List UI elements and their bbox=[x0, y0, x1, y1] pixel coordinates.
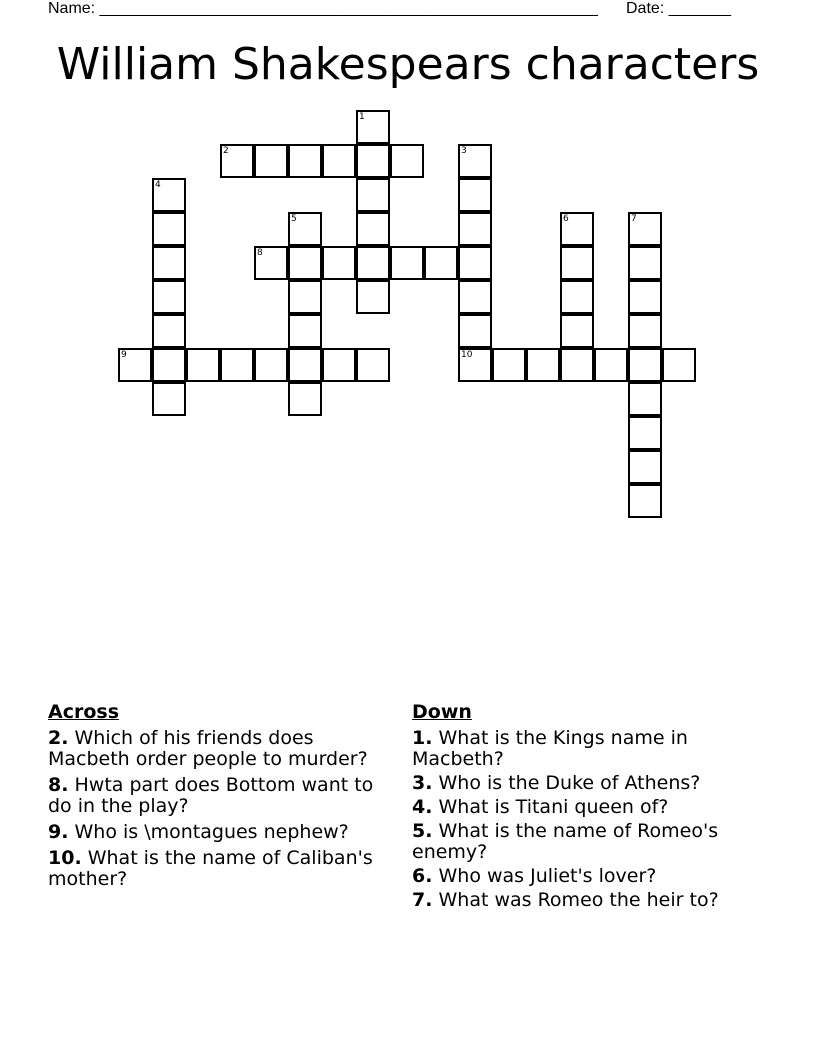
crossword-cell[interactable] bbox=[458, 314, 492, 348]
crossword-cell[interactable] bbox=[322, 144, 356, 178]
crossword-cell[interactable] bbox=[356, 348, 390, 382]
crossword-cell[interactable] bbox=[628, 212, 662, 246]
clue-text: What is the Kings name in Macbeth? bbox=[412, 727, 688, 770]
clue-number: 10. bbox=[48, 847, 82, 869]
clue-text: Hwta part does Bottom want to do in the play? bbox=[48, 774, 374, 817]
clue-item bbox=[48, 775, 398, 817]
down-clues bbox=[412, 702, 762, 914]
crossword-cell[interactable] bbox=[560, 314, 594, 348]
crossword-cell[interactable] bbox=[322, 246, 356, 280]
crossword-cell[interactable] bbox=[152, 178, 186, 212]
clue-number-label: 1 bbox=[359, 112, 365, 122]
across-clues bbox=[48, 702, 398, 895]
crossword-cell[interactable] bbox=[356, 110, 390, 144]
clue-number: 5. bbox=[412, 820, 433, 842]
crossword-cell[interactable] bbox=[628, 484, 662, 518]
crossword-cell[interactable] bbox=[560, 246, 594, 280]
clue-number: 7. bbox=[412, 889, 433, 911]
crossword-cell[interactable] bbox=[492, 348, 526, 382]
clue-number: 4. bbox=[412, 796, 433, 818]
crossword-cell[interactable] bbox=[628, 450, 662, 484]
clue-number: 1. bbox=[412, 727, 433, 749]
crossword-cell[interactable] bbox=[152, 280, 186, 314]
crossword-cell[interactable] bbox=[288, 144, 322, 178]
clue-number-label: 7 bbox=[631, 214, 637, 224]
crossword-cell[interactable] bbox=[628, 246, 662, 280]
crossword-cell[interactable] bbox=[254, 246, 288, 280]
crossword-cell[interactable] bbox=[628, 314, 662, 348]
clue-item bbox=[412, 821, 762, 863]
clue-number-label: 5 bbox=[291, 214, 297, 224]
clue-text: Who was Juliet's lover? bbox=[438, 865, 657, 887]
clue-number-label: 6 bbox=[563, 214, 569, 224]
crossword-cell[interactable] bbox=[458, 348, 492, 382]
crossword-cell[interactable] bbox=[118, 348, 152, 382]
clue-item bbox=[48, 822, 398, 843]
crossword-cell[interactable] bbox=[186, 348, 220, 382]
crossword-cell[interactable] bbox=[152, 246, 186, 280]
clue-number-label: 10 bbox=[461, 350, 473, 360]
crossword-cell[interactable] bbox=[594, 348, 628, 382]
crossword-cell[interactable] bbox=[152, 212, 186, 246]
crossword-cell[interactable] bbox=[288, 246, 322, 280]
clue-number: 2. bbox=[48, 727, 69, 749]
clue-text: What is the name of Romeo's enemy? bbox=[412, 820, 719, 863]
clue-item bbox=[412, 797, 762, 818]
crossword-cell[interactable] bbox=[662, 348, 696, 382]
crossword-cell[interactable] bbox=[288, 280, 322, 314]
crossword-cell[interactable] bbox=[356, 212, 390, 246]
clue-text: Who is the Duke of Athens? bbox=[438, 772, 701, 794]
crossword-cell[interactable] bbox=[526, 348, 560, 382]
clue-text: Which of his friends does Macbeth order people to murder? bbox=[48, 727, 368, 770]
crossword-cell[interactable] bbox=[390, 246, 424, 280]
clue-number: 9. bbox=[48, 821, 69, 843]
crossword-cell[interactable] bbox=[356, 178, 390, 212]
clue-text: Who is \montagues nephew? bbox=[74, 821, 349, 843]
crossword-cell[interactable] bbox=[356, 246, 390, 280]
clue-text: What was Romeo the heir to? bbox=[438, 889, 719, 911]
clue-text: What is the name of Caliban's mother? bbox=[48, 847, 373, 890]
crossword-cell[interactable] bbox=[288, 348, 322, 382]
crossword-cell[interactable] bbox=[288, 212, 322, 246]
crossword-cell[interactable] bbox=[560, 280, 594, 314]
crossword-cell[interactable] bbox=[390, 144, 424, 178]
crossword-cell[interactable] bbox=[288, 382, 322, 416]
crossword-cell[interactable] bbox=[458, 246, 492, 280]
clue-number-label: 3 bbox=[461, 146, 467, 156]
page-title: William Shakespears characters bbox=[56, 39, 760, 90]
clue-item bbox=[412, 866, 762, 887]
crossword-cell[interactable] bbox=[356, 280, 390, 314]
crossword-cell[interactable] bbox=[152, 382, 186, 416]
clue-number: 6. bbox=[412, 865, 433, 887]
crossword-cell[interactable] bbox=[628, 382, 662, 416]
name-field-label: Name: ________________________________________________________ bbox=[48, 0, 598, 17]
down-heading: Down bbox=[412, 701, 472, 723]
crossword-cell[interactable] bbox=[628, 416, 662, 450]
crossword-cell[interactable] bbox=[458, 212, 492, 246]
crossword-cell[interactable] bbox=[254, 348, 288, 382]
crossword-cell[interactable] bbox=[152, 314, 186, 348]
crossword-cell[interactable] bbox=[220, 348, 254, 382]
clue-item bbox=[412, 890, 762, 911]
clue-item bbox=[48, 728, 398, 770]
crossword-cell[interactable] bbox=[220, 144, 254, 178]
crossword-cell[interactable] bbox=[560, 348, 594, 382]
clue-text: What is Titani queen of? bbox=[438, 796, 669, 818]
crossword-cell[interactable] bbox=[288, 314, 322, 348]
crossword-cell[interactable] bbox=[152, 348, 186, 382]
crossword-cell[interactable] bbox=[356, 144, 390, 178]
crossword-cell[interactable] bbox=[322, 348, 356, 382]
clue-item bbox=[412, 728, 762, 770]
clue-number-label: 2 bbox=[223, 146, 229, 156]
crossword-cell[interactable] bbox=[458, 280, 492, 314]
clue-number-label: 8 bbox=[257, 248, 263, 258]
clue-number-label: 4 bbox=[155, 180, 161, 190]
across-heading: Across bbox=[48, 701, 120, 723]
clue-item bbox=[48, 848, 398, 890]
date-field-label: Date: _______ bbox=[626, 0, 731, 17]
crossword-cell[interactable] bbox=[424, 246, 458, 280]
clue-number: 8. bbox=[48, 774, 69, 796]
crossword-cell[interactable] bbox=[560, 212, 594, 246]
clue-item bbox=[412, 773, 762, 794]
crossword-cell[interactable] bbox=[458, 178, 492, 212]
crossword-cell[interactable] bbox=[628, 280, 662, 314]
crossword-cell[interactable] bbox=[254, 144, 288, 178]
crossword-cell[interactable] bbox=[628, 348, 662, 382]
clue-number-label: 9 bbox=[121, 350, 127, 360]
clue-number: 3. bbox=[412, 772, 433, 794]
crossword-cell[interactable] bbox=[458, 144, 492, 178]
